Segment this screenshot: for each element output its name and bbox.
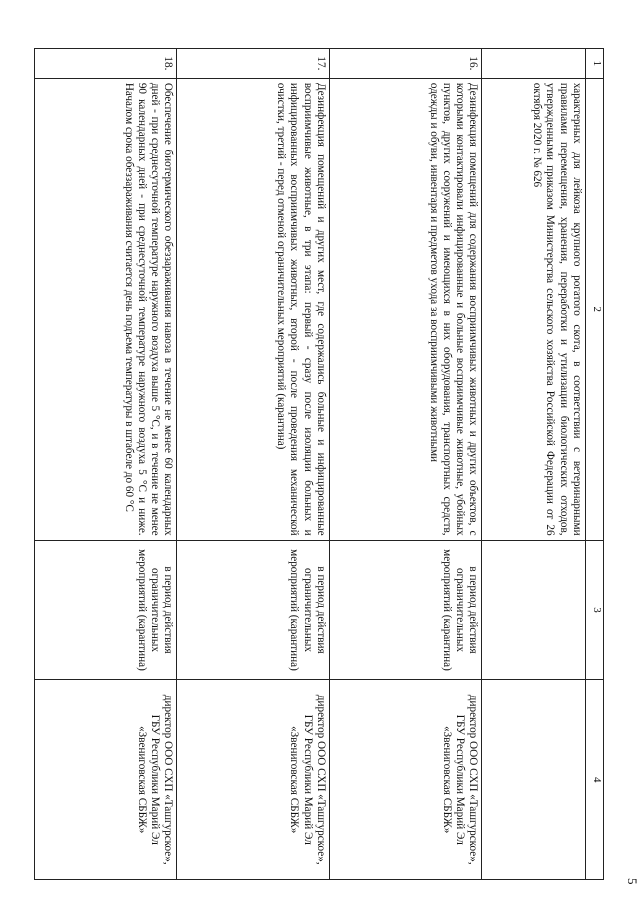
header-col-4: 4 <box>585 680 603 880</box>
measures-table <box>34 48 604 880</box>
table-row <box>177 49 330 880</box>
row-responsible: директор ООО СХП «Ташгурское», ГБУ Республики Марий Эл «Звениговская СББЖ» <box>329 680 482 880</box>
row-measure: Дезинфекция помещений и других мест, где содержались больные и инфицированные восприимчивые животные, в три этапа: первый - сразу после изоляции больных и инфицированных восприимчивых животных, второй - после проведения механической очистки, третий - перед отменой ограничительных мероприятий (карантина) <box>177 78 330 540</box>
row-number: 17. <box>177 49 330 79</box>
row-responsible <box>482 680 585 880</box>
row-measure: Дезинфекция помещений для содержания восприимчивых животных и других объектов, с которыми контактировали инфицированные и больные восприимчивые животные, убойных пунктов, других сооружений и имеющихся в них оборудования, транспортных средств, одежды и обуви, инвентаря и предметов ухода за восприимчивыми животными <box>329 78 482 540</box>
table-row <box>482 49 585 880</box>
header-col-2: 2 <box>585 78 603 540</box>
header-col-3: 3 <box>585 540 603 680</box>
header-col-1: 1 <box>585 49 603 79</box>
page-number: 5 <box>625 878 640 885</box>
row-responsible: директор ООО СХП «Ташгурское», ГБУ Республики Марий Эл «Звениговская СББЖ» <box>177 680 330 880</box>
row-period: в период действия ограничительных мероприятий (карантина) <box>35 540 177 680</box>
row-number <box>482 49 585 79</box>
table-header-row <box>585 49 603 880</box>
row-responsible: директор ООО СХП «Ташгурское», ГБУ Республики Марий Эл «Звениговская СББЖ» <box>35 680 177 880</box>
table-row <box>329 49 482 880</box>
row-number: 16. <box>329 49 482 79</box>
row-period <box>482 540 585 680</box>
table-row <box>35 49 177 880</box>
row-period: в период действия ограничительных мероприятий (карантина) <box>177 540 330 680</box>
row-number: 18. <box>35 49 177 79</box>
row-measure: Обеспечение биотермического обеззараживания навоза в течение не менее 60 календарных дней - при среднесуточной температуре наружного воздуха выше 5 °С, и в течение не менее 90 календарных дней - при среднесуточной температуре наружного воздуха 5 °С и ниже. Началом срока обеззараживания считается день подъема температуры в штабеле до 60 °С <box>35 78 177 540</box>
row-period: в период действия ограничительных мероприятий (карантина) <box>329 540 482 680</box>
row-measure: характерных для лейкоза крупного рогатого скота, в соответствии с ветеринарными правилами перемещения, хранения, переработки и утилизации биологических отходов, утвержденными приказом Министерства сельского хозяйства Российской Федерации от 26 октября 2020 г. № 626 <box>482 78 585 540</box>
